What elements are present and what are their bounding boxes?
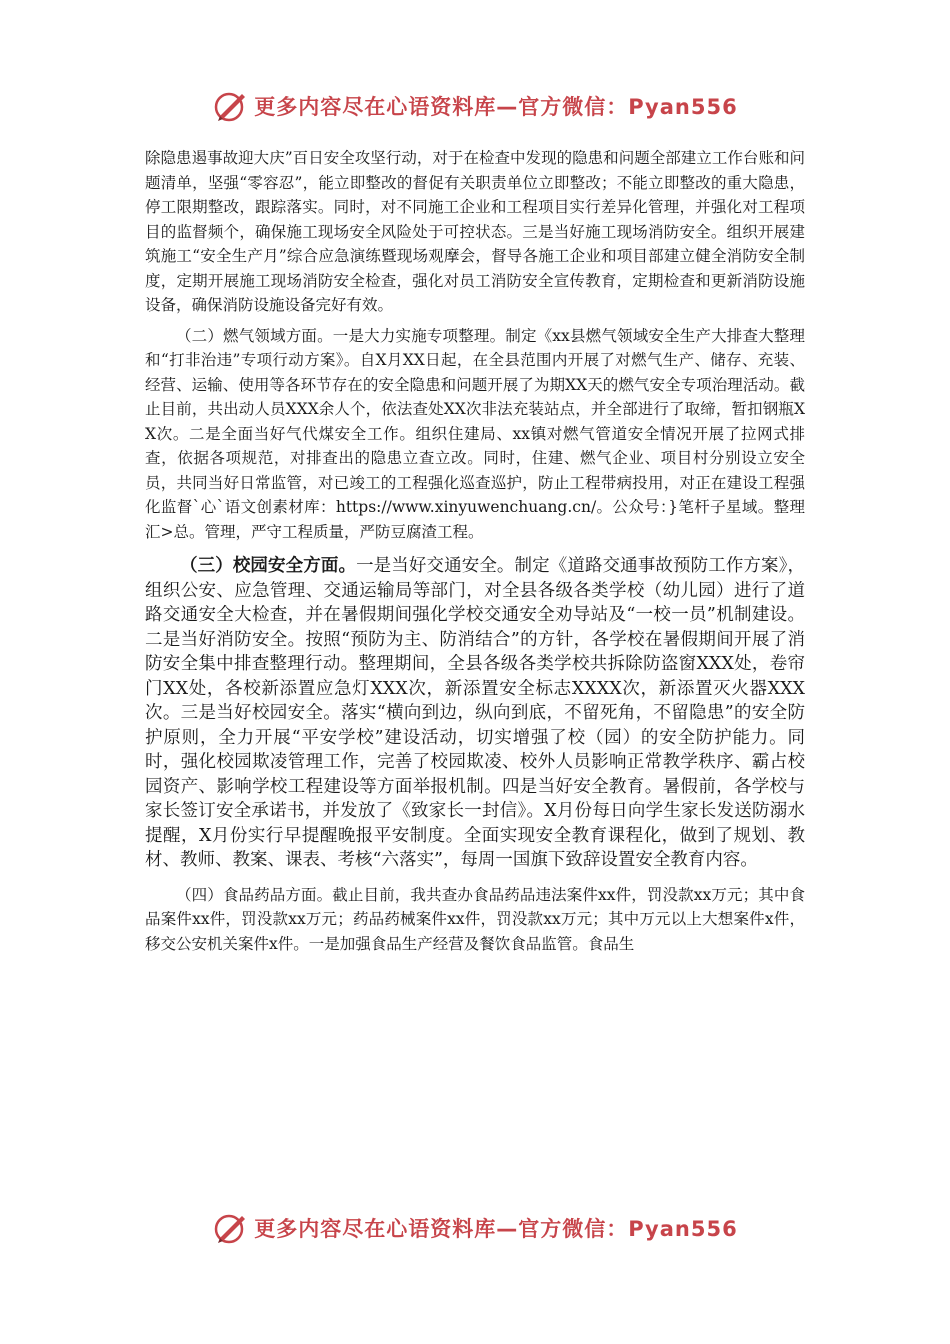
campus-safety-heading: （三）校园安全方面。: [180, 556, 357, 576]
pen-logo-icon: [212, 1210, 250, 1246]
watermark-text: 更多内容尽在心语资料库—官方微信：Pyan556: [254, 95, 738, 119]
document-body: [145, 146, 805, 956]
campus-safety-body: 一是当好交通安全。制定《道路交通事故预防工作方案》，组织公安、应急管理、交通运输局等部门，对全县各级各类学校（幼儿园）进行了道路交通安全大检查，并在暑假期间强化学校交通安全劝导站及“一校一员”机制建设。二是当好消防安全。按照“预防为主、防消结合”的方针，各学校在暑假期间开展了消防安全集中排查整理行动。整理期间，全县各级各类学校共拆除防盗窗XXX处，卷帘门XX处，各校新添置应急灯XXX次，新添置安全标志XXXX次，新添置灭火器XXX次。三是当好校园安全。落实“横向到边，纵向到底，不留死角，不留隐患”的安全防护原则，全力开展“平安学校”建设活动，切实增强了校（园）的安全防护能力。同时，强化校园欺凌管理工作，完善了校园欺凌、校外人员影响正常教学秩序、霸占校园资产、影响学校工程建设等方面举报机制。四是当好安全教育。暑假前，各学校与家长签订安全承诺书，并发放了《致家长一封信》。X月份每日向学生家长发送防溺水提醒，X月份实行早提醒晚报平安制度。全面实现安全教育课程化，做到了规划、教材、教师、教案、课表、考核“六落实”，每周一国旗下致辞设置安全教育内容。: [145, 556, 806, 870]
watermark-banner-bottom: [0, 1208, 950, 1248]
watermark-banner-top: [0, 86, 950, 126]
paragraph-gas-safety: （二）燃气领域方面。一是大力实施专项整理。制定《xx县燃气领域安全生产大排查大整理和“打非治违”专项行动方案》。自X月XX日起，在全县范围内开展了对燃气生产、储存、充装、经营、运输、使用等各环节存在的安全隐患和问题开展了为期XX天的燃气安全专项治理活动。截止目前，共出动人员XXX余人个，依法查处XX次非法充装站点，并全部进行了取缔，暂扣钢瓶XX次。二是全面当好气代煤安全工作。组织住建局、xx镇对燃气管道安全情况开展了拉网式排查，依据各项规范，对排查出的隐患立查立改。同时，住建、燃气企业、项目村分别设立安全员，共同当好日常监管，对已竣工的工程强化巡查巡护，防止工程带病投用，对正在建设工程强化监督`心`语文创素材库：https://www.xinyuwenchuang.cn/。公众号：}笔杆子星域。整理汇>总。管理，严守工程质量，严防豆腐渣工程。: [145, 326, 805, 541]
pen-logo-icon: [212, 88, 250, 124]
paragraph-campus-safety: [145, 554, 805, 873]
watermark-text: 更多内容尽在心语资料库—官方微信：Pyan556: [254, 1217, 738, 1241]
paragraph-construction-safety: 除隐患遏事故迎大庆”百日安全攻坚行动，对于在检查中发现的隐患和问题全部建立工作台账和问题清单，坚强“零容忍”，能立即整改的督促有关职责单位立即整改；不能立即整改的重大隐患，停工限期整改，跟踪落实。同时，对不同施工企业和工程项目实行差异化管理，并强化对工程项目的监督频个，确保施工现场安全风险处于可控状态。三是当好施工现场消防安全。组织开展建筑施工“安全生产月”综合应急演练暨现场观摩会，督导各施工企业和项目部建立健全消防安全制度，定期开展施工现场消防安全检查，强化对员工消防安全宣传教育，定期检查和更新消防设施设备，确保消防设施设备完好有效。: [145, 149, 805, 314]
paragraph-food-drug-safety: （四）食品药品方面。截止目前，我共查办食品药品违法案件xx件，罚没款xx万元；其中食品案件xx件，罚没款xx万元；药品药械案件xx件，罚没款xx万元；其中万元以上大想案件x件，移交公安机关案件x件。一是加强食品生产经营及餐饮食品监管。食品生: [145, 885, 805, 953]
